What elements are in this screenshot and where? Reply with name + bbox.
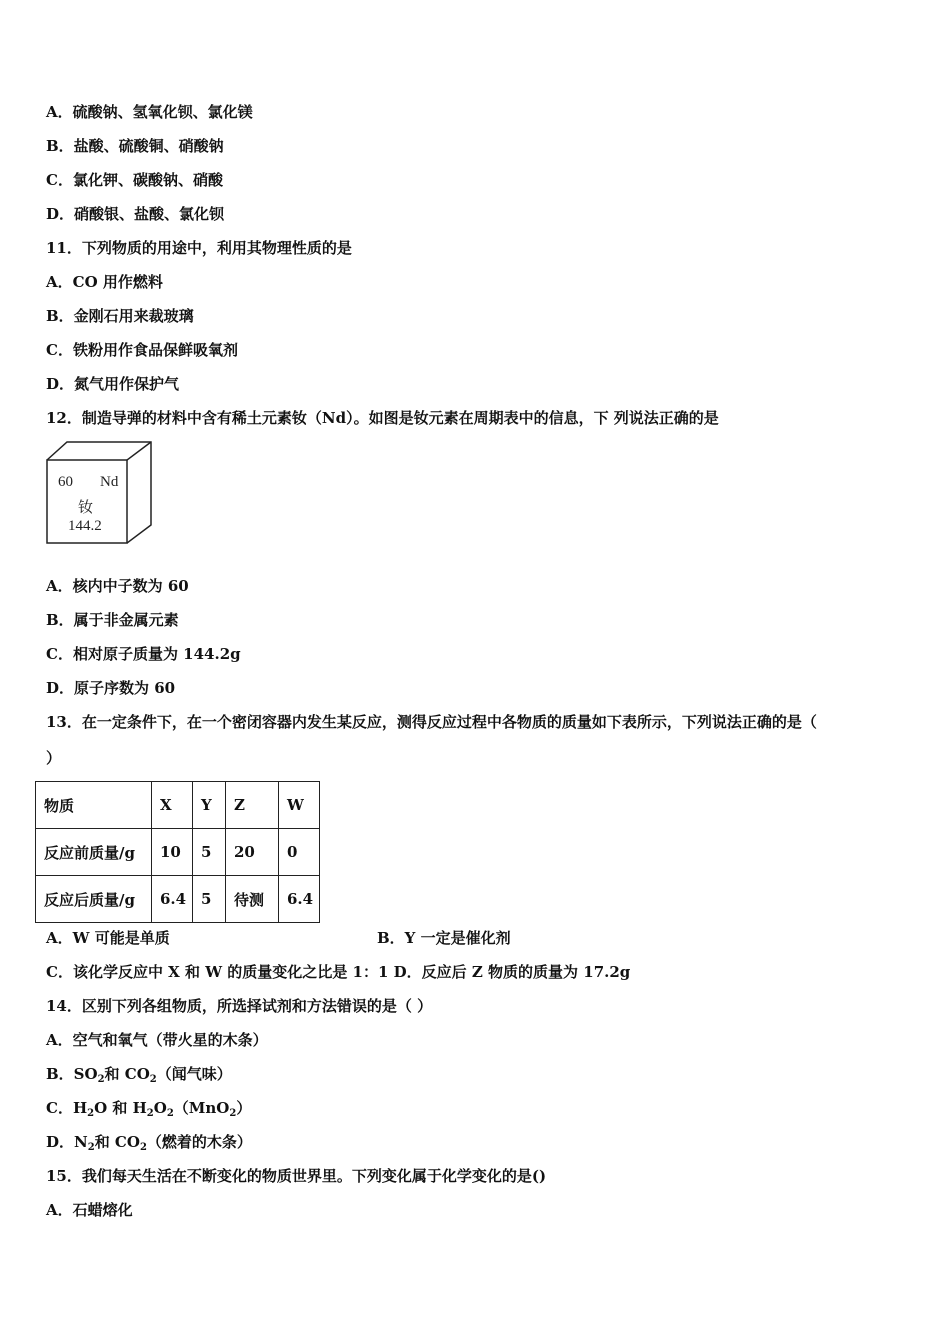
q10-option-c: C．氯化钾、碳酸钠、硝酸 <box>46 171 223 189</box>
element-name: 钕 <box>78 500 94 516</box>
q14-option-d <box>46 1132 252 1158</box>
q10-option-a: A．硫酸钠、氢氧化钡、氯化镁 <box>46 103 253 121</box>
table-cell: 反应前质量/g <box>36 829 152 876</box>
subscript: 2 <box>97 1074 105 1085</box>
q12-option-b: B．属于非金属元素 <box>46 611 179 629</box>
q13-option-c-d: C．该化学反应中 X 和 W 的质量变化之比是 1：1 D．反应后 Z 物质的质量为 17.2g <box>46 963 631 981</box>
q15-option-a: A．石蜡熔化 <box>46 1201 133 1219</box>
table-cell: 10 <box>152 829 193 876</box>
text-part: 和 CO <box>94 1133 140 1151</box>
q14-option-c <box>46 1098 251 1124</box>
table-cell: 6.4 <box>152 876 193 923</box>
table-row <box>36 782 320 829</box>
text-part: O 和 H <box>94 1099 147 1117</box>
q12-option-a: A．核内中子数为 60 <box>46 577 189 595</box>
q11-option-c: C．铁粉用作食品保鲜吸氧剂 <box>46 341 238 359</box>
table-cell: 20 <box>226 829 279 876</box>
q14-option-b <box>46 1064 232 1090</box>
text-part: （燃着的木条） <box>146 1133 252 1151</box>
q11-option-b: B．金刚石用来裁玻璃 <box>46 307 194 325</box>
table-cell: W <box>279 782 320 829</box>
q14-stem: 14．区别下列各组物质，所选择试剂和方法错误的是（ ） <box>46 997 433 1015</box>
q13-option-a: A．W 可能是单质 <box>46 929 170 947</box>
q12-option-c: C．相对原子质量为 144.2g <box>46 645 241 663</box>
table-cell: 5 <box>193 829 226 876</box>
text-part: D．N <box>46 1133 88 1151</box>
subscript: 2 <box>229 1108 237 1119</box>
subscript: 2 <box>149 1074 157 1085</box>
mass-table <box>35 781 320 923</box>
table-cell: 物质 <box>36 782 152 829</box>
table-cell: Y <box>193 782 226 829</box>
text-part: ） <box>236 1099 252 1117</box>
table-cell: 反应后质量/g <box>36 876 152 923</box>
table-cell: 待测 <box>226 876 279 923</box>
q11-stem: 11．下列物质的用途中，利用其物理性质的是 <box>46 239 352 257</box>
q10-option-d: D．硝酸银、盐酸、氯化钡 <box>46 205 225 223</box>
element-atomic-number: 60 <box>58 474 73 490</box>
table-row <box>36 876 320 923</box>
table-cell: Z <box>226 782 279 829</box>
text-part: O <box>153 1099 167 1117</box>
subscript: 2 <box>166 1108 174 1119</box>
q13-stem: 13．在一定条件下，在一个密闭容器内发生某反应，测得反应过程中各物质的质量如下表所示，下列说法正确的是（ <box>46 713 817 731</box>
text-part: C．H <box>46 1099 88 1117</box>
element-symbol: Nd <box>100 474 119 490</box>
q15-stem: 15．我们每天生活在不断变化的物质世界里。下列变化属于化学变化的是() <box>46 1167 547 1185</box>
q14-option-a: A．空气和氧气（带火星的木条） <box>46 1031 268 1049</box>
table-cell: 0 <box>279 829 320 876</box>
q13-stem-end: ） <box>46 749 62 767</box>
q11-option-a: A．CO 用作燃料 <box>46 273 163 291</box>
q12-option-d: D．原子序数为 60 <box>46 679 176 697</box>
text-part: 和 CO <box>104 1065 150 1083</box>
text-part: B．SO <box>46 1065 98 1083</box>
subscript: 2 <box>146 1108 154 1119</box>
q10-option-b: B．盐酸、硫酸铜、硝酸钠 <box>46 137 224 155</box>
table-cell: X <box>152 782 193 829</box>
element-atomic-mass: 144.2 <box>68 518 102 534</box>
q13-option-b: B．Y 一定是催化剂 <box>377 929 511 947</box>
element-card-neodymium <box>46 440 154 546</box>
text-part: （闻气味） <box>156 1065 232 1083</box>
subscript: 2 <box>139 1142 147 1153</box>
q11-option-d: D．氮气用作保护气 <box>46 375 180 393</box>
text-part: （MnO <box>173 1099 230 1117</box>
table-cell: 6.4 <box>279 876 320 923</box>
table-cell: 5 <box>193 876 226 923</box>
q12-stem: 12．制造导弹的材料中含有稀土元素钕（Nd）。如图是钕元素在周期表中的信息，下 列说法正确的是 <box>46 409 719 427</box>
subscript: 2 <box>87 1142 95 1153</box>
table-row <box>36 829 320 876</box>
subscript: 2 <box>87 1108 95 1119</box>
